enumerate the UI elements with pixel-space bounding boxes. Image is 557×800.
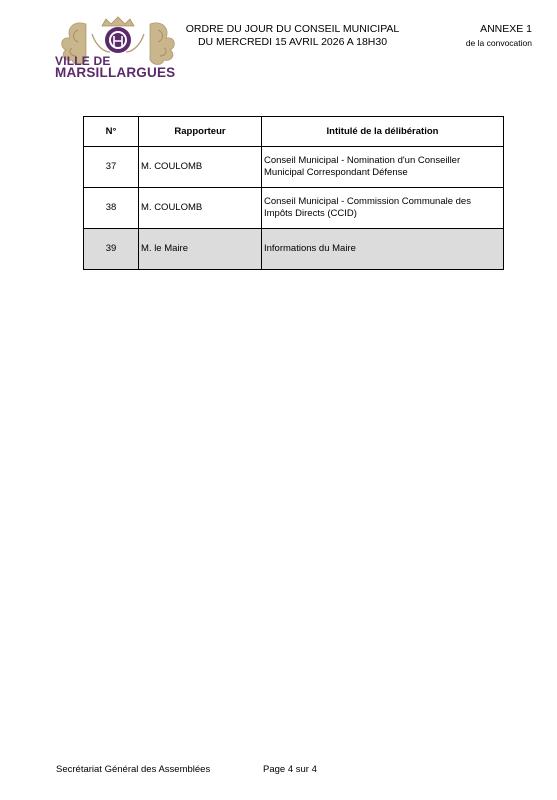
column-header-rapporteur: Rapporteur — [139, 117, 262, 147]
annex-label — [466, 23, 532, 49]
table-row — [84, 229, 504, 270]
annex-subtitle: de la convocation — [465, 38, 532, 48]
table-header-row — [84, 117, 504, 147]
row-intitule: Conseil Municipal - Nomination d'un Conseiller Municipal Correspondant Défense — [262, 147, 504, 188]
column-header-number: N° — [84, 117, 139, 147]
row-number: 38 — [84, 188, 139, 229]
table-row — [84, 147, 504, 188]
footer-department: Secrétariat Général des Assemblées — [56, 764, 211, 775]
title-line-2: DU MERCREDI 15 AVRIL 2026 A 18H30 — [197, 36, 388, 48]
agenda-table — [83, 116, 504, 270]
row-rapporteur: M. le Maire — [139, 229, 262, 270]
page-number: Page 4 sur 4 — [263, 764, 317, 775]
row-number: 39 — [84, 229, 139, 270]
column-header-intitule: Intitulé de la délibération — [262, 117, 504, 147]
title-line-1: ORDRE DU JOUR DU CONSEIL MUNICIPAL — [185, 23, 400, 35]
logo-text-ville-de: VILLE DE — [55, 54, 111, 68]
table-row — [84, 188, 504, 229]
row-rapporteur: M. COULOMB — [139, 147, 262, 188]
document-title — [185, 23, 400, 49]
row-intitule: Informations du Maire — [262, 229, 504, 270]
row-number: 37 — [84, 147, 139, 188]
annex-title: ANNEXE 1 — [480, 23, 532, 35]
row-intitule: Conseil Municipal - Commission Communale des Impôts Directs (CCID) — [262, 188, 504, 229]
logo-text-city-name: MARSILLARGUES — [55, 64, 176, 81]
row-rapporteur: M. COULOMB — [139, 188, 262, 229]
